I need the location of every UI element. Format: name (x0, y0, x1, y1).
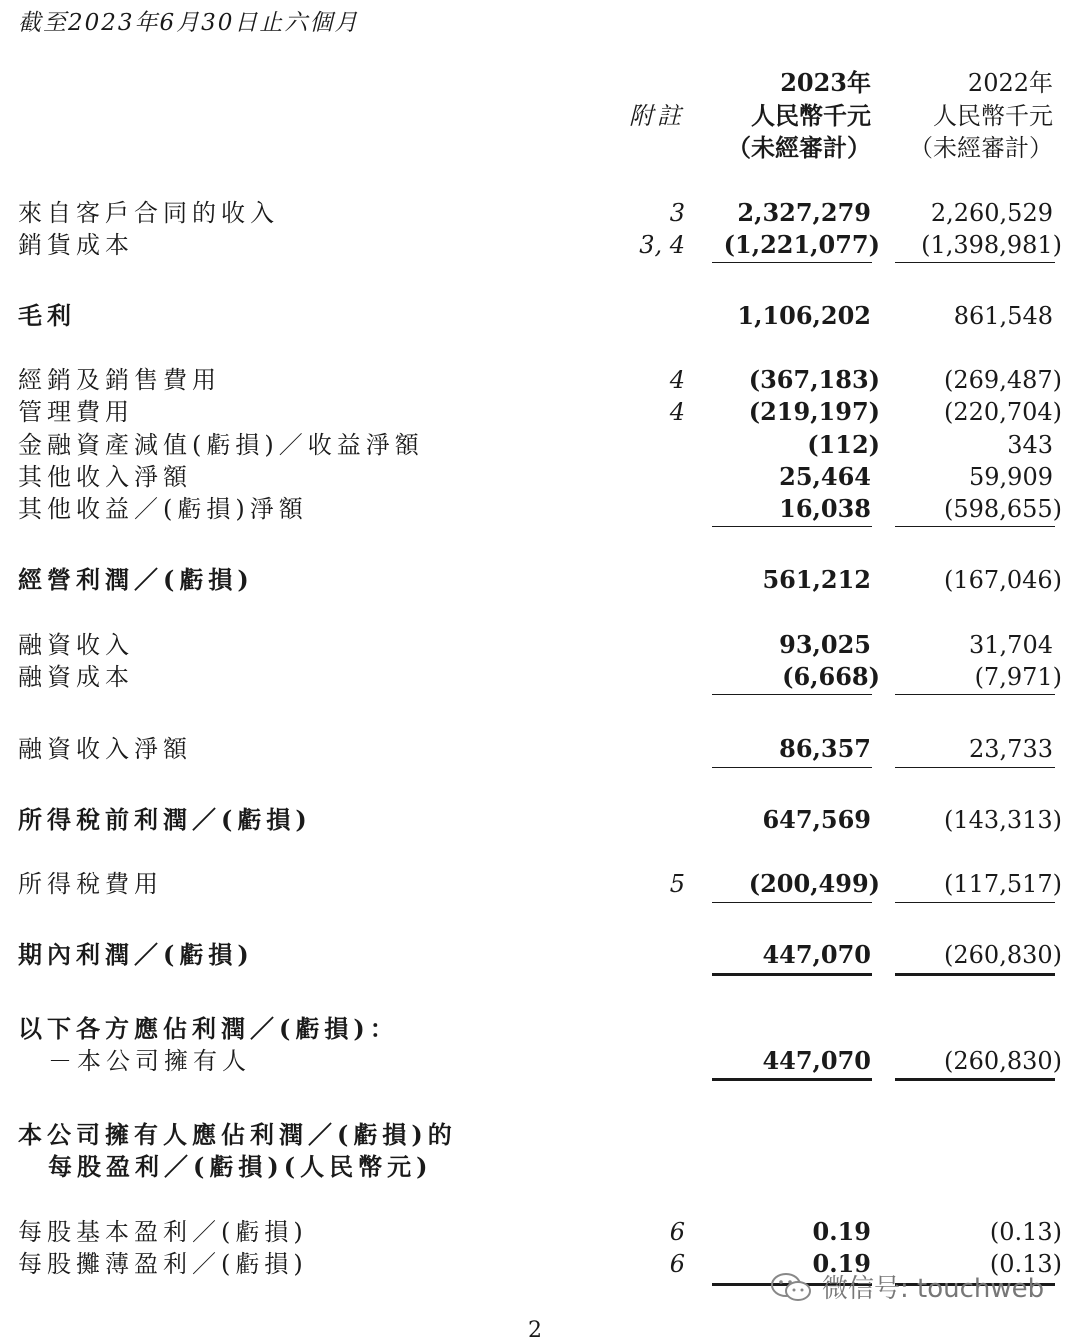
row-period-profit (0, 939, 1080, 971)
row-note: 3 (669, 199, 685, 227)
column-2022-currency: 人民幣千元 (933, 102, 1053, 130)
row-label: 每股基本盈利／(虧損) (18, 1218, 308, 1246)
value-2022: 59,909 (969, 463, 1053, 491)
value-2023: 1,106,202 (737, 301, 871, 330)
value-2022: (0.13) (989, 1218, 1062, 1246)
subtotal-rule (895, 902, 1055, 903)
value-2023: 647,569 (762, 805, 871, 834)
note-column-header: 附註 (629, 102, 685, 130)
value-2022: 31,704 (969, 631, 1053, 659)
row-admin-expenses (0, 396, 1080, 428)
total-rule (712, 1078, 872, 1081)
subtotal-rule (712, 767, 872, 768)
watermark-text: 微信号: touchweb (822, 1274, 1045, 1304)
row-label: 融資成本 (18, 663, 134, 691)
subtotal-rule (712, 694, 872, 695)
row-note: 4 (669, 366, 685, 394)
value-2023: 16,038 (779, 494, 871, 523)
row-impairment (0, 429, 1080, 461)
column-2023-year: 2023年 (780, 68, 871, 97)
value-2022: (260,830) (944, 1047, 1062, 1075)
wechat-watermark (770, 1268, 1044, 1305)
total-rule (712, 973, 872, 976)
row-note: 6 (669, 1218, 685, 1246)
row-note: 4 (669, 398, 685, 426)
value-2023: 447,070 (762, 1046, 871, 1075)
subtotal-rule (895, 262, 1055, 263)
row-note: 3, 4 (639, 231, 685, 259)
row-label: 來自客戶合同的收入 (18, 199, 279, 227)
value-2023: (112) (807, 430, 880, 459)
value-2022: (117,517) (944, 870, 1062, 898)
row-profit-before-tax (0, 804, 1080, 836)
row-label: 所得稅前利潤／(虧損) (18, 805, 312, 834)
row-label: 經銷及銷售費用 (18, 366, 221, 394)
row-label: 其他收益／(虧損)淨額 (18, 495, 308, 523)
value-2023: 0.19 (812, 1249, 871, 1278)
row-label: 融資收入淨額 (18, 735, 192, 763)
value-2023: (367,183) (748, 365, 880, 394)
value-2022: 23,733 (969, 735, 1053, 763)
value-2022: (1,398,981) (921, 231, 1062, 259)
value-2022: 861,548 (953, 302, 1053, 330)
value-2023: (1,221,077) (723, 230, 880, 259)
value-2023: (219,197) (748, 397, 880, 426)
row-label: 所得稅費用 (18, 870, 163, 898)
value-2023: 93,025 (779, 630, 871, 659)
row-eps-basic (0, 1216, 1080, 1248)
row-operating-profit (0, 564, 1080, 596)
page-number: 2 (528, 1318, 542, 1343)
row-other-income (0, 461, 1080, 493)
row-label: 每股攤薄盈利／(虧損) (18, 1250, 308, 1278)
column-2022-audit: （未經審計） (909, 134, 1053, 162)
row-distribution-expenses (0, 364, 1080, 396)
value-2023: (6,668) (782, 662, 880, 691)
subtotal-rule (895, 694, 1055, 695)
row-cost-of-sales (0, 229, 1080, 261)
subtotal-rule (712, 262, 872, 263)
value-2023: 561,212 (762, 565, 871, 594)
row-attributable-header (0, 1013, 1080, 1045)
wechat-icon (770, 1272, 814, 1302)
row-other-gains (0, 493, 1080, 525)
column-2022-year: 2022年 (967, 69, 1053, 97)
value-2023: 86,357 (779, 734, 871, 763)
row-label: 期內利潤／(虧損) (18, 940, 254, 969)
row-label: 管理費用 (18, 398, 134, 426)
row-finance-cost (0, 661, 1080, 693)
value-2022: 343 (1007, 431, 1053, 459)
value-2023: 25,464 (779, 462, 871, 491)
row-gross-profit (0, 300, 1080, 332)
row-label: 本公司擁有人應佔利潤／(虧損)的 (18, 1120, 457, 1149)
period-title: 截至2023年6月30日止六個月 (18, 10, 360, 36)
value-2023: 447,070 (762, 940, 871, 969)
value-2022: (269,487) (944, 366, 1062, 394)
subtotal-rule (712, 526, 872, 527)
row-owners (0, 1045, 1080, 1077)
row-net-finance-income (0, 733, 1080, 765)
subtotal-rule (712, 902, 872, 903)
subtotal-rule (895, 526, 1055, 527)
row-label: 融資收入 (18, 631, 134, 659)
total-rule (895, 973, 1055, 976)
column-2023-currency: 人民幣千元 (751, 101, 871, 130)
row-label: －本公司擁有人 (48, 1047, 251, 1075)
row-label: 每股盈利／(虧損)(人民幣元) (48, 1152, 433, 1181)
row-label: 經營利潤／(虧損) (18, 565, 254, 594)
total-rule (895, 1078, 1055, 1081)
value-2022: (7,971) (974, 663, 1062, 691)
value-2022: (598,655) (944, 495, 1062, 523)
row-note: 5 (669, 870, 685, 898)
value-2022: (220,704) (944, 398, 1062, 426)
value-2023: 2,327,279 (737, 198, 871, 227)
subtotal-rule (895, 767, 1055, 768)
value-2023: 0.19 (812, 1217, 871, 1246)
row-label: 毛利 (18, 301, 76, 330)
row-revenue (0, 197, 1080, 229)
row-note: 6 (669, 1250, 685, 1278)
row-income-tax (0, 868, 1080, 900)
value-2022: (0.13) (989, 1250, 1062, 1278)
value-2022: (260,830) (944, 941, 1062, 969)
row-finance-income (0, 629, 1080, 661)
row-label: 金融資產減值(虧損)／收益淨額 (18, 431, 424, 459)
value-2022: 2,260,529 (930, 199, 1053, 227)
row-label: 銷貨成本 (18, 231, 134, 259)
row-eps-header-2 (0, 1151, 1080, 1183)
row-eps-header (0, 1119, 1080, 1151)
value-2022: (143,313) (944, 806, 1062, 834)
value-2022: (167,046) (944, 566, 1062, 594)
row-label: 以下各方應佔利潤／(虧損)： (18, 1014, 399, 1043)
value-2023: (200,499) (748, 869, 880, 898)
row-label: 其他收入淨額 (18, 463, 192, 491)
column-2023-audit: （未經審計） (727, 133, 871, 162)
